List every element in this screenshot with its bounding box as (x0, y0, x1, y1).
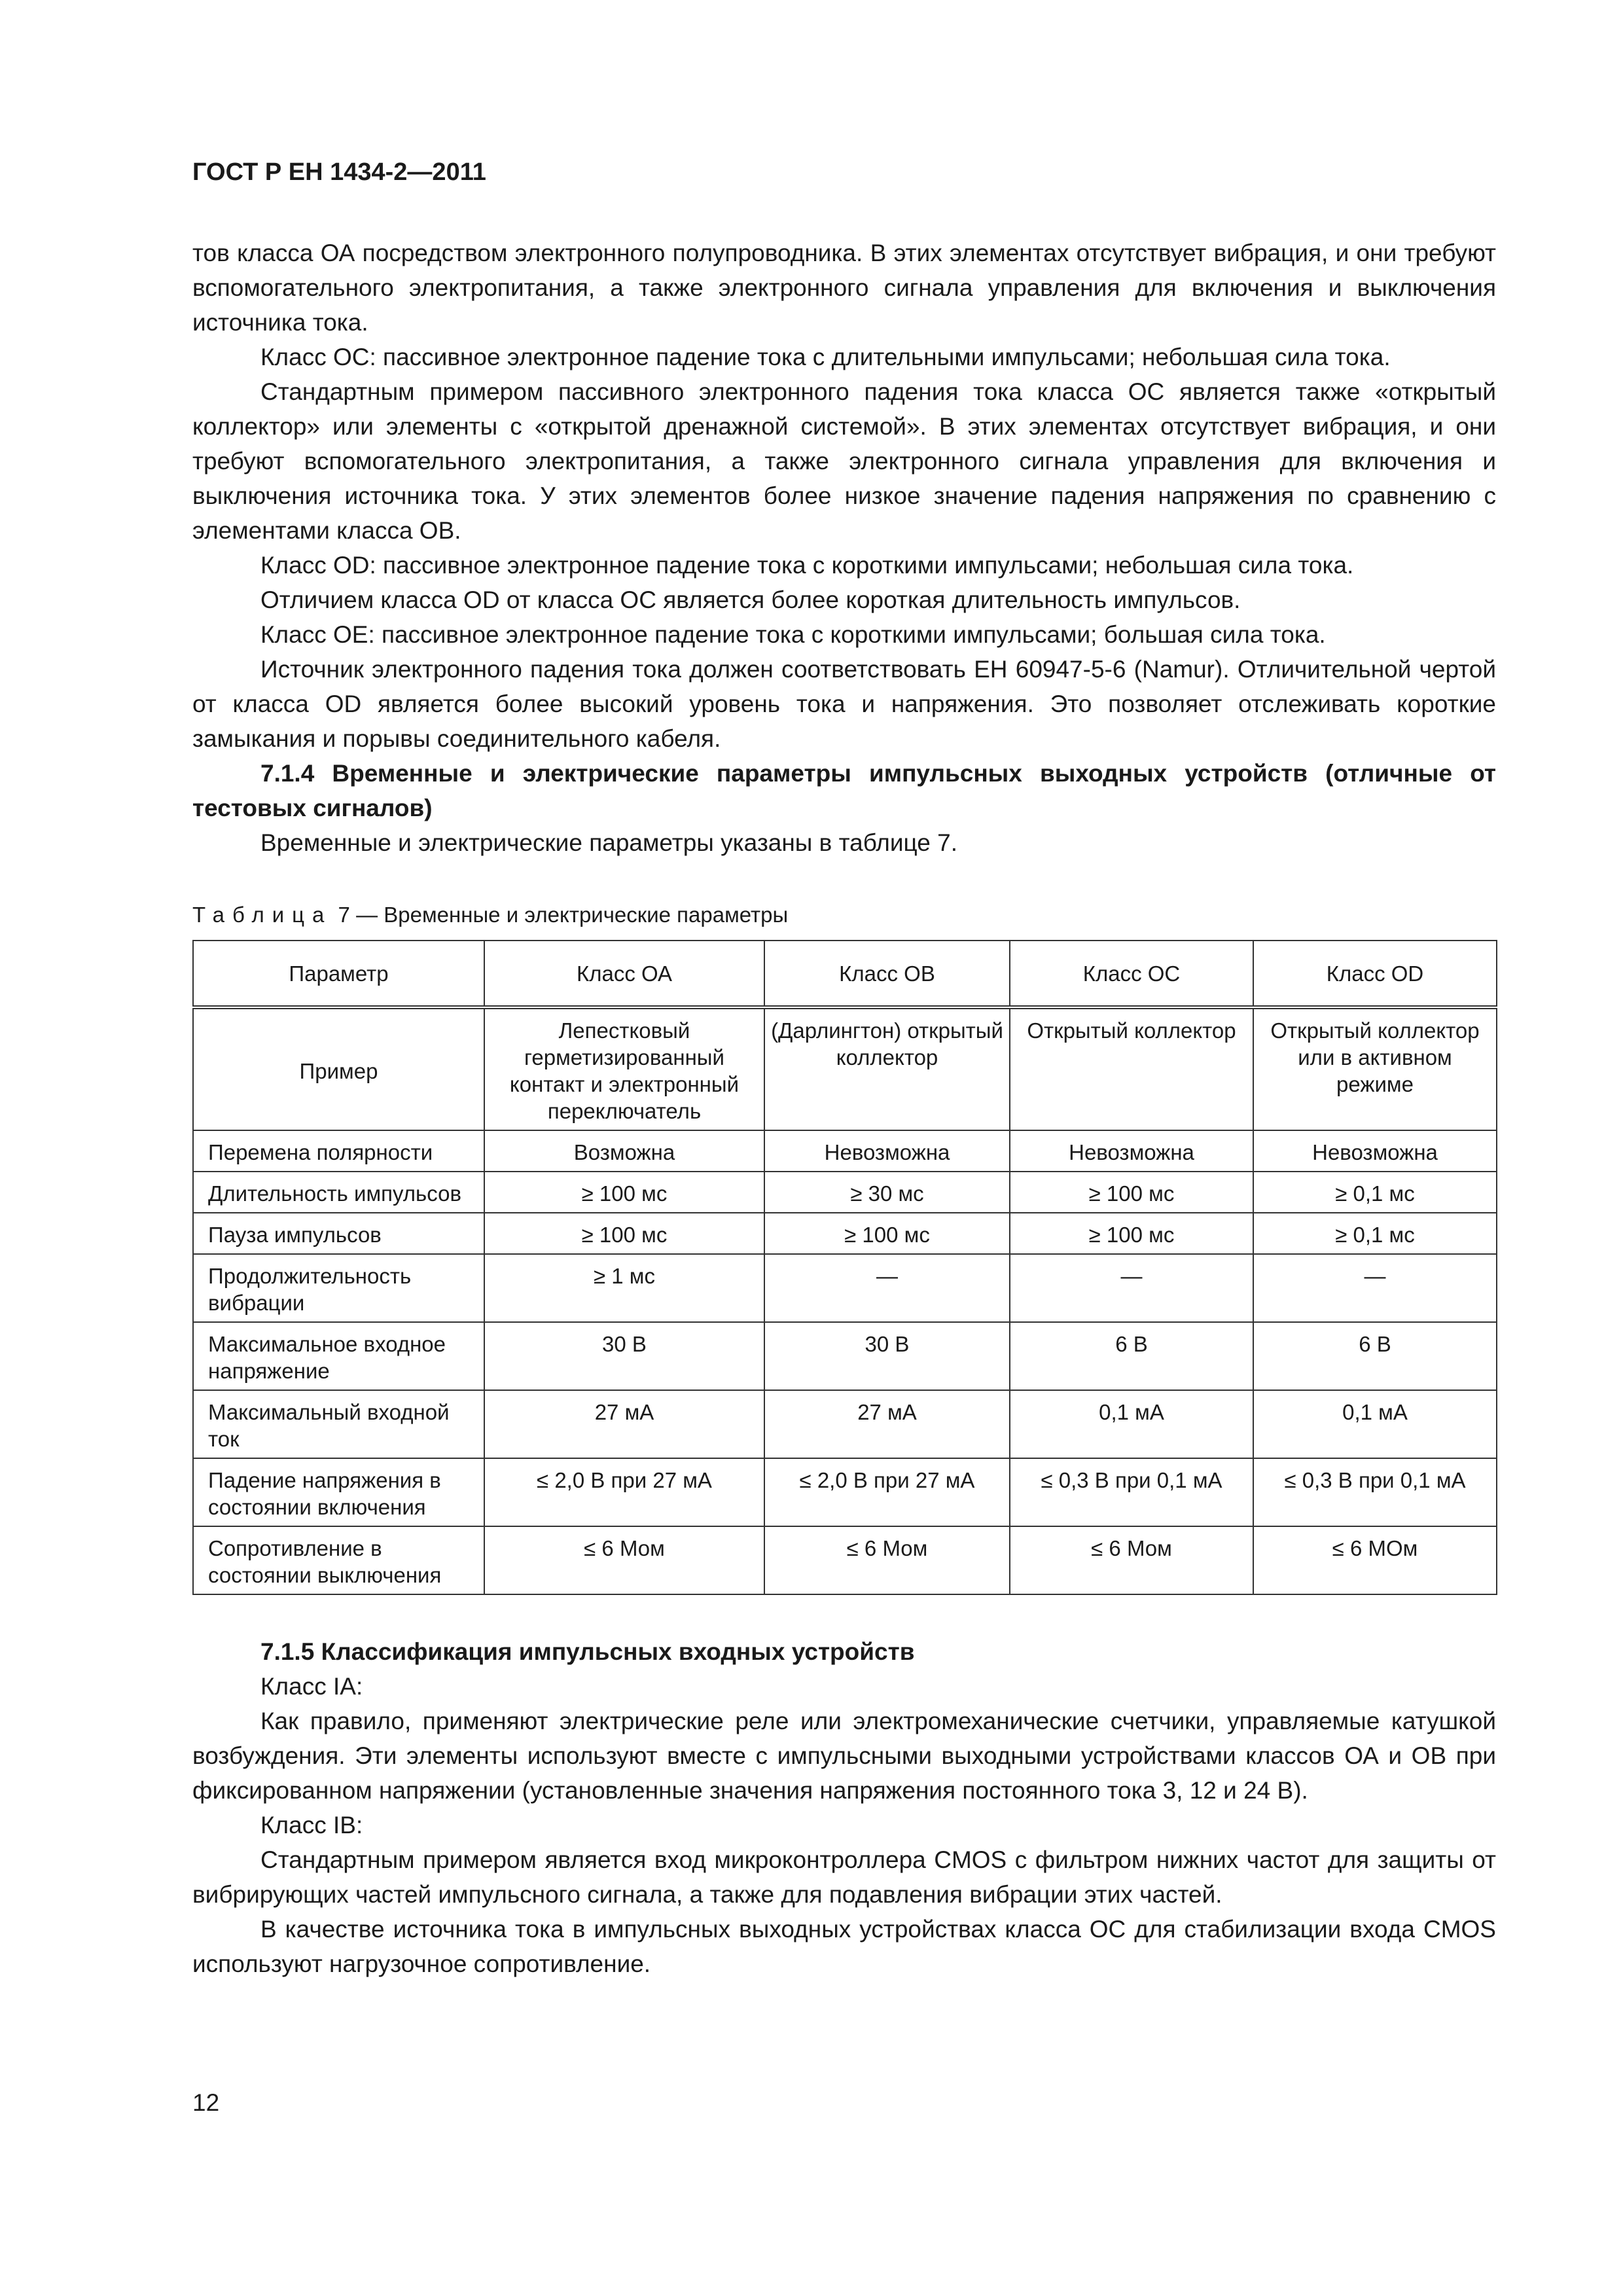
table-cell: 27 мА (484, 1390, 764, 1458)
table-cell: ≤ 0,3 В при 0,1 мА (1253, 1458, 1497, 1526)
parameters-table (192, 940, 1497, 1595)
parameter-name: Максимальное входное напряжение (193, 1322, 484, 1390)
table-cell: ≥ 100 мс (764, 1213, 1010, 1254)
table-row (193, 1172, 1497, 1213)
parameter-name: Сопротивление в состоянии выключения (193, 1526, 484, 1594)
table-cell: — (1010, 1254, 1253, 1322)
table-cell: ≥ 30 мс (764, 1172, 1010, 1213)
parameter-name: Максимальный входной ток (193, 1390, 484, 1458)
parameter-name: Падение напряжения в состоянии включения (193, 1458, 484, 1526)
table-cell: ≤ 6 МОм (1253, 1526, 1497, 1594)
table-cell: ≥ 100 мс (1010, 1172, 1253, 1213)
table-cell: Возможна (484, 1130, 764, 1172)
table-cell: ≥ 0,1 мс (1253, 1172, 1497, 1213)
section-7-1-5 (192, 1634, 1496, 1981)
paragraph: Источник электронного падения тока должен соответствовать ЕН 60947-5-6 (Namur). Отличительной чертой от класса OD является более высокий уровень тока и напряжения. Это позволяет отслеживать короткие замыкания и порывы соединительного кабеля. (192, 656, 1496, 752)
table-cell: — (1253, 1254, 1497, 1322)
parameter-name: Перемена полярности (193, 1130, 484, 1172)
column-header: Класс ОВ (764, 941, 1010, 1007)
paragraph: В качестве источника тока в импульсных выходных устройствах класса ОС для стабилизации входа CMOS используют нагрузочное сопротивление. (192, 1916, 1496, 1977)
table-cell: ≥ 100 мс (484, 1213, 764, 1254)
table-cell: — (764, 1254, 1010, 1322)
parameter-name: Пауза импульсов (193, 1213, 484, 1254)
table-row (193, 1390, 1497, 1458)
table-cell: 0,1 мА (1253, 1390, 1497, 1458)
top-paragraphs (192, 236, 1496, 756)
table-row (193, 1130, 1497, 1172)
document-page (192, 156, 1496, 1981)
paragraph: Класс ОС: пассивное электронное падение тока с длительными импульсами; небольшая сила тока. (260, 344, 1391, 370)
table-cell: 6 В (1253, 1322, 1497, 1390)
section-7-1-4-text: Временные и электрические параметры указаны в таблице 7. (260, 829, 957, 856)
table-cell: ≥ 100 мс (1010, 1213, 1253, 1254)
table-cell: ≥ 0,1 мс (1253, 1213, 1497, 1254)
parameter-name: Пример (193, 1007, 484, 1130)
paragraph: Класс IB: (260, 1812, 363, 1839)
column-header: Параметр (193, 941, 484, 1007)
table-cell: Открытый коллектор (1010, 1007, 1253, 1130)
parameter-name: Длительность импульсов (193, 1172, 484, 1213)
table-row (193, 1254, 1497, 1322)
parameter-name: Продолжительность вибрации (193, 1254, 484, 1322)
table-cell: ≤ 6 Мом (764, 1526, 1010, 1594)
table-cell: Открытый коллектор или в активном режиме (1253, 1007, 1497, 1130)
table-cell: 30 В (484, 1322, 764, 1390)
table-cell: ≤ 0,3 В при 0,1 мА (1010, 1458, 1253, 1526)
table-cell: Невозможна (1010, 1130, 1253, 1172)
table-caption-label: Таблица (192, 903, 332, 927)
table-row (193, 1526, 1497, 1594)
table-row (193, 1458, 1497, 1526)
table-cell: (Дарлингтон) открытый коллектор (764, 1007, 1010, 1130)
table-cell: 6 В (1010, 1322, 1253, 1390)
paragraph: Отличием класса OD от класса ОС является более короткая длительность импульсов. (260, 586, 1241, 613)
table-cell: ≥ 100 мс (484, 1172, 764, 1213)
paragraph: Класс IA: (260, 1673, 363, 1700)
table-header-row (193, 941, 1497, 1007)
table-cell: 0,1 мА (1010, 1390, 1253, 1458)
page-number: 12 (192, 2089, 220, 2116)
table-cell: ≥ 1 мс (484, 1254, 764, 1322)
paragraph: тов класса ОА посредством электронного полупроводника. В этих элементах отсутствует вибрация, и они требуют вспомогательного электропитания, а также электронного сигнала управления для включения и выключения источника тока. (192, 240, 1496, 336)
table-cell: ≤ 6 Мом (1010, 1526, 1253, 1594)
column-header: Класс OD (1253, 941, 1497, 1007)
table-row (193, 1007, 1497, 1130)
table-cell: 27 мА (764, 1390, 1010, 1458)
paragraph: Класс ОЕ: пассивное электронное падение тока с короткими импульсами; большая сила тока. (260, 621, 1326, 648)
document-header: ГОСТ Р ЕН 1434-2—2011 (192, 158, 486, 186)
table-cell: ≤ 2,0 В при 27 мА (764, 1458, 1010, 1526)
table-row (193, 1213, 1497, 1254)
table-cell: Невозможна (1253, 1130, 1497, 1172)
column-header: Класс ОА (484, 941, 764, 1007)
paragraph: Стандартным примером является вход микроконтроллера CMOS с фильтром нижних частот для защиты от вибрирующих частей импульсного сигнала, а также для подавления вибрации этих частей. (192, 1846, 1496, 1908)
table-cell: ≤ 2,0 В при 27 мА (484, 1458, 764, 1526)
table-caption (192, 901, 1496, 929)
table-cell: Невозможна (764, 1130, 1010, 1172)
section-7-1-4-heading: 7.1.4 Временные и электрические параметры импульсных выходных устройств (отличные от тестовых сигналов) (192, 760, 1496, 821)
table-cell: ≤ 6 Мом (484, 1526, 764, 1594)
table-cell: Лепестковый герметизированный контакт и электронный переключатель (484, 1007, 764, 1130)
paragraph: Класс OD: пассивное электронное падение тока с короткими импульсами; небольшая сила тока. (260, 552, 1354, 579)
table-cell: 30 В (764, 1322, 1010, 1390)
section-7-1-5-heading: 7.1.5 Классификация импульсных входных устройств (260, 1638, 915, 1665)
paragraph: Стандартным примером пассивного электронного падения тока класса ОС является также «открытый коллектор» или элементы с «открытой дренажной системой». В этих элементах отсутствует вибрация, и они требуют вспомогательного электропитания, а также электронного сигнала управления для включения и выключения источника тока. У этих элементов более низкое значение падения напряжения по сравнению с элементами класса ОВ. (192, 378, 1496, 544)
table-caption-title: 7 — Временные и электрические параметры (332, 903, 789, 927)
column-header: Класс ОС (1010, 941, 1253, 1007)
paragraph: Как правило, применяют электрические реле или электромеханические счетчики, управляемые катушкой возбуждения. Эти элементы используют вместе с импульсными выходными устройствами классов ОА и ОВ при фиксированном напряжении (установленные значения напряжения постоянного тока 3, 12 и 24 В). (192, 1708, 1496, 1804)
table-row (193, 1322, 1497, 1390)
